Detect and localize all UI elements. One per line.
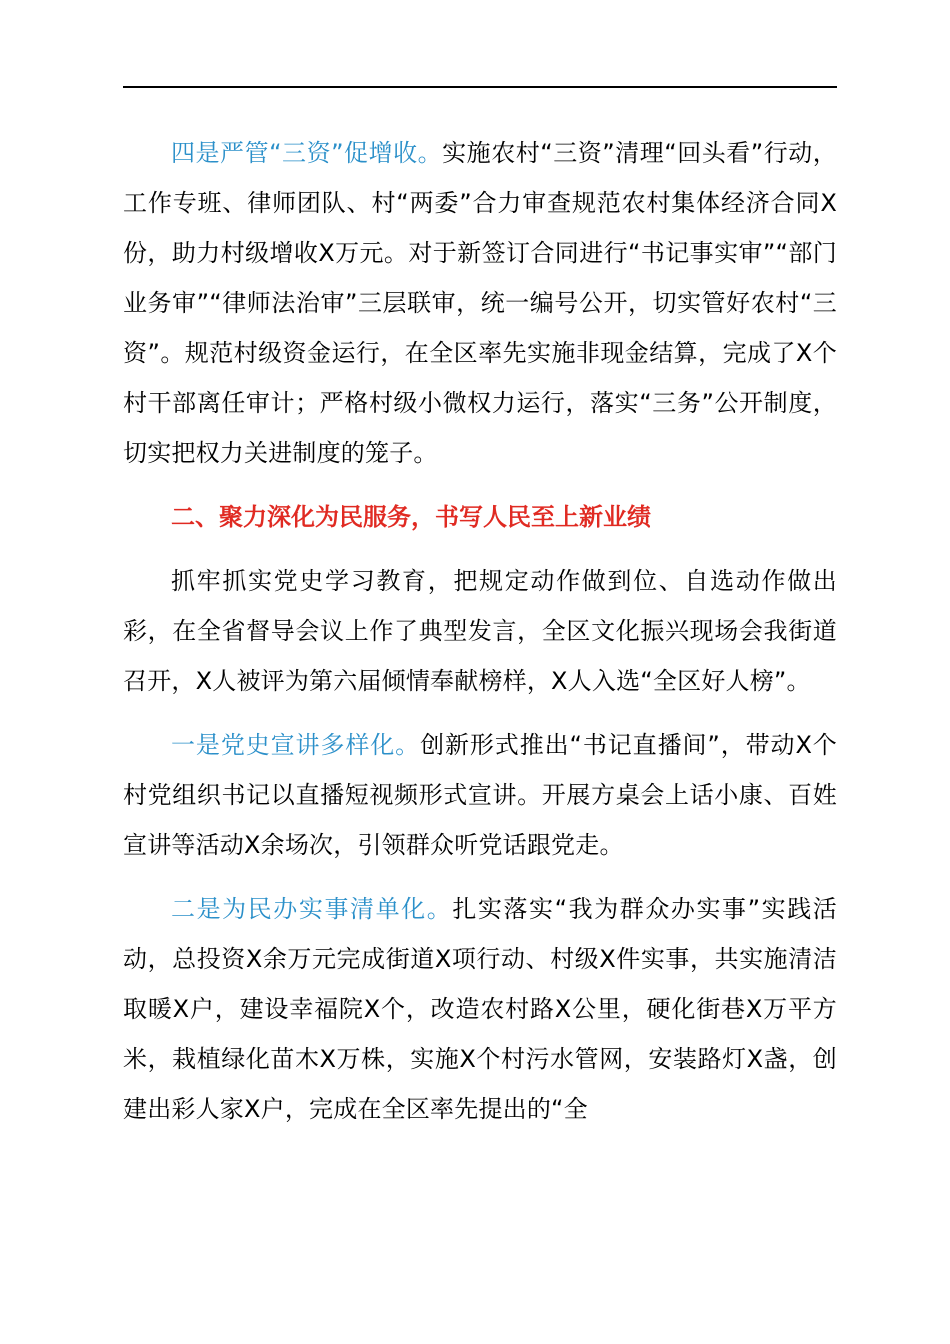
paragraph-practical-matters <box>123 884 837 1134</box>
paragraph-lead: 一是党史宣讲多样化。 <box>171 731 421 759</box>
paragraph-intro: 抓牢抓实党史学习教育，把规定动作做到位、自选动作做出彩，在全省督导会议上作了典型发言，全区文化振兴现场会我街道召开，X人被评为第六届倾情奉献榜样，X人入选“全区好人榜”。 <box>123 567 837 695</box>
paragraph-three-assets <box>123 128 837 478</box>
paragraph-party-history <box>123 720 837 870</box>
paragraph-text: 扎实落实“我为群众办实事”实践活动，总投资X余万元完成街道X项行动、村级X件实事，共实施清洁取暖X户，建设幸福院X个，改造农村路X公里，硬化街巷X万平方米，栽植绿化苗木X万株，实施X个村污水管网，安装路灯X盏，创建出彩人家X户，完成在全区率先提出的“全 <box>123 895 837 1123</box>
paragraph-text: 实施农村“三资”清理“回头看”行动，工作专班、律师团队、村“两委”合力审查规范农村集体经济合同X份，助力村级增收X万元。对于新签订合同进行“书记事实审”“部门业务审”“律师法治审”三层联审，统一编号公开，切实管好农村“三资”。规范村级资金运行，在全区率先实施非现金结算，完成了X个村干部离任审计；严格村级小微权力运行，落实“三务”公开制度，切实把权力关进制度的笼子。 <box>123 139 837 467</box>
paragraph-text: 创新形式推出“书记直播间”，带动X个村党组织书记以直播短视频形式宣讲。开展方桌会上话小康、百姓宣讲等活动X余场次，引领群众听党话跟党走。 <box>123 731 837 859</box>
section-heading: 二、聚力深化为民服务，书写人民至上新业绩 <box>171 503 651 531</box>
header-divider <box>123 86 837 88</box>
document-body <box>123 128 837 1134</box>
paragraph-lead: 四是严管“三资”促增收。 <box>171 139 443 167</box>
paragraph-lead: 二是为民办实事清单化。 <box>171 895 453 923</box>
